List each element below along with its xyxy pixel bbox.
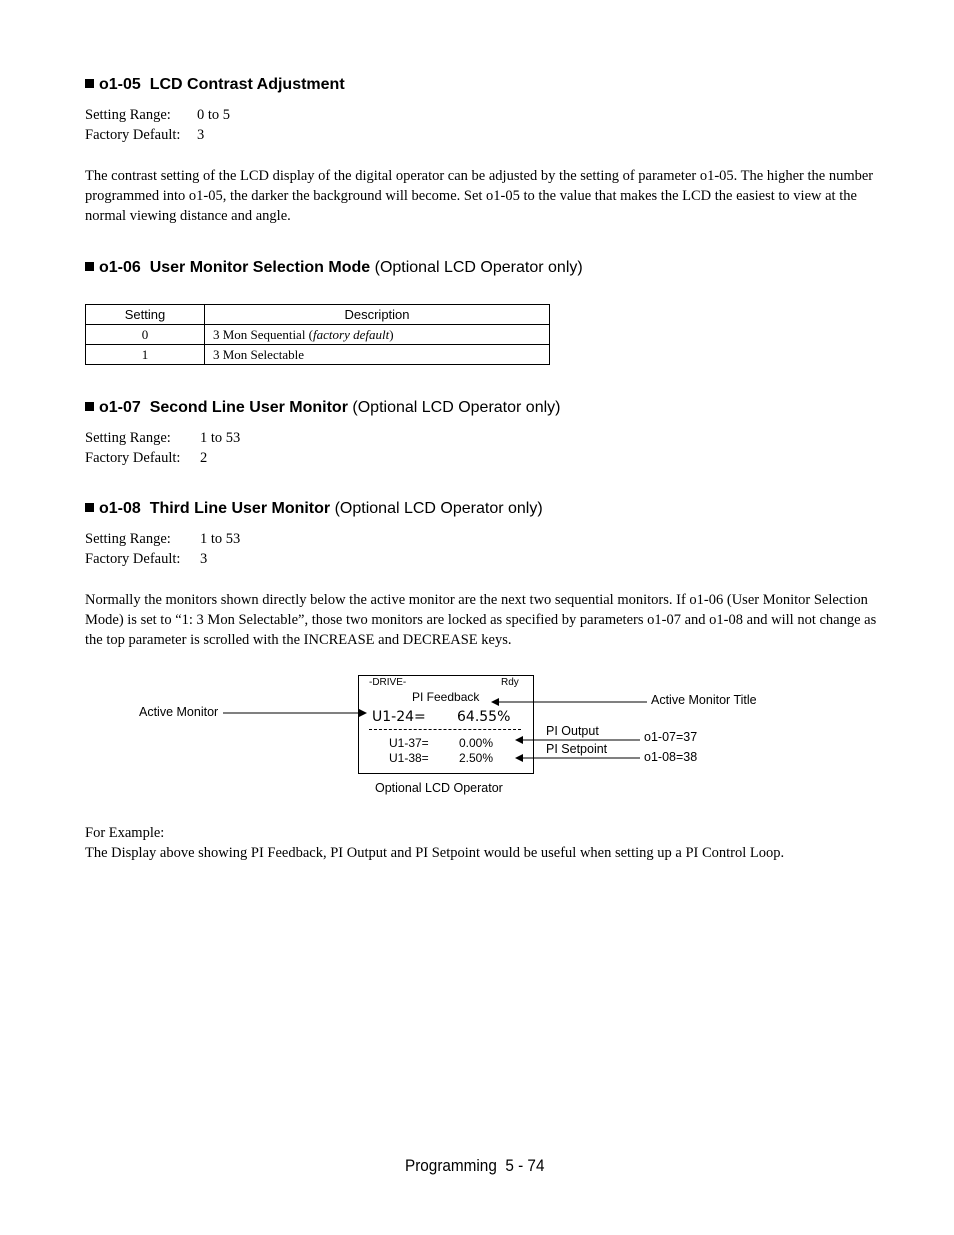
figure-caption: Optional LCD Operator [375,781,503,795]
example-text: The Display above showing PI Feedback, PI Output and PI Setpoint would be useful when setting up a PI Control Loop. [85,845,785,861]
square-bullet-icon [85,503,94,512]
param-code: o1-05 [99,76,141,93]
o1-08-settings [85,529,240,569]
lcd-mode: -DRIVE- [369,677,407,688]
setting-range-label: Setting Range: [85,107,171,123]
description-italic: factory default [313,326,390,342]
factory-default-value: 3 [200,551,208,567]
page-footer: Programming 5 - 74 [405,1156,545,1175]
lcd-active-param: U1-24= [372,709,426,725]
column-header-description: Description [205,305,550,325]
o1-08-paragraph: Normally the monitors shown directly below the active monitor are the next two sequential monitors. If o1-06 (User Monitor Selection Mode) is set to “1: 3 Mon Selectable”, those two monitors are locked as specified by parameters o1-07 and o1-08 and will not change as the top parameter is scrolled with the INCREASE and DECREASE keys. [85,592,877,648]
lcd-operator-figure [130,665,810,805]
o1-06-settings-table [85,304,550,365]
square-bullet-icon [85,262,94,271]
square-bullet-icon [85,79,94,88]
setting-range-value: 1 to 53 [200,531,241,547]
param-code: o1-08 [99,500,141,517]
setting-range-label: Setting Range: [85,430,171,446]
description-cell [205,325,550,345]
pi-output-label: PI Output [546,724,599,738]
active-monitor-label: Active Monitor [139,705,219,719]
lcd-line3-value: 2.50% [459,751,494,765]
factory-default-value: 2 [200,450,208,466]
factory-default-label: Factory Default: [85,551,181,567]
o1-05-settings [85,105,230,145]
example-block [85,823,895,863]
example-label: For Example: [85,825,165,841]
lcd-status: Rdy [501,677,519,688]
pi-setpoint-label: PI Setpoint [546,742,608,756]
column-header-setting: Setting [86,305,205,325]
factory-default-label: Factory Default: [85,450,181,466]
description-end: ) [389,326,394,342]
param-name: LCD Contrast Adjustment [149,76,345,93]
param-qualifier: (Optional LCD Operator only) [374,259,583,276]
setting-cell: 1 [86,345,205,365]
heading-o1-07 [85,399,560,417]
lcd-line2-value: 0.00% [459,736,494,750]
description-text: 3 Mon Sequential ( [213,326,314,342]
param-code: o1-06 [99,259,141,276]
setting-cell: 0 [86,325,205,345]
o1-07-settings [85,428,240,468]
o1-08-label: o1-08=38 [644,750,698,764]
lcd-screen [358,675,534,774]
param-name: Second Line User Monitor [149,399,348,416]
param-qualifier: (Optional LCD Operator only) [352,399,561,416]
table-row [86,325,550,345]
o1-05-paragraph: The contrast setting of the LCD display of the digital operator can be adjusted by the setting of parameter o1-05. The higher the number programmed into o1-05, the darker the background will become. Set o1-05 to the value that makes the LCD the easiest to view at the normal viewing distance and angle. [85,168,874,224]
setting-range-value: 0 to 5 [197,107,231,123]
lcd-title: PI Feedback [412,690,480,704]
o1-07-label: o1-07=37 [644,730,698,744]
active-monitor-title-label: Active Monitor Title [651,693,757,707]
setting-range-value: 1 to 53 [200,430,241,446]
param-code: o1-07 [99,399,141,416]
heading-o1-06 [85,259,583,277]
setting-range-label: Setting Range: [85,531,171,547]
factory-default-label: Factory Default: [85,127,181,143]
param-qualifier: (Optional LCD Operator only) [334,500,543,517]
param-name: Third Line User Monitor [149,500,331,517]
table-header-row [86,305,550,325]
heading-o1-08 [85,500,543,518]
description-cell: 3 Mon Selectable [205,345,550,365]
factory-default-value: 3 [197,127,205,143]
lcd-line2-param: U1-37= [389,736,429,750]
param-name: User Monitor Selection Mode [149,259,371,276]
lcd-line3-param: U1-38= [389,751,429,765]
heading-o1-05 [85,76,345,94]
lcd-divider [369,729,521,730]
lcd-active-value: 64.55% [457,709,511,725]
table-row [86,345,550,365]
square-bullet-icon [85,402,94,411]
